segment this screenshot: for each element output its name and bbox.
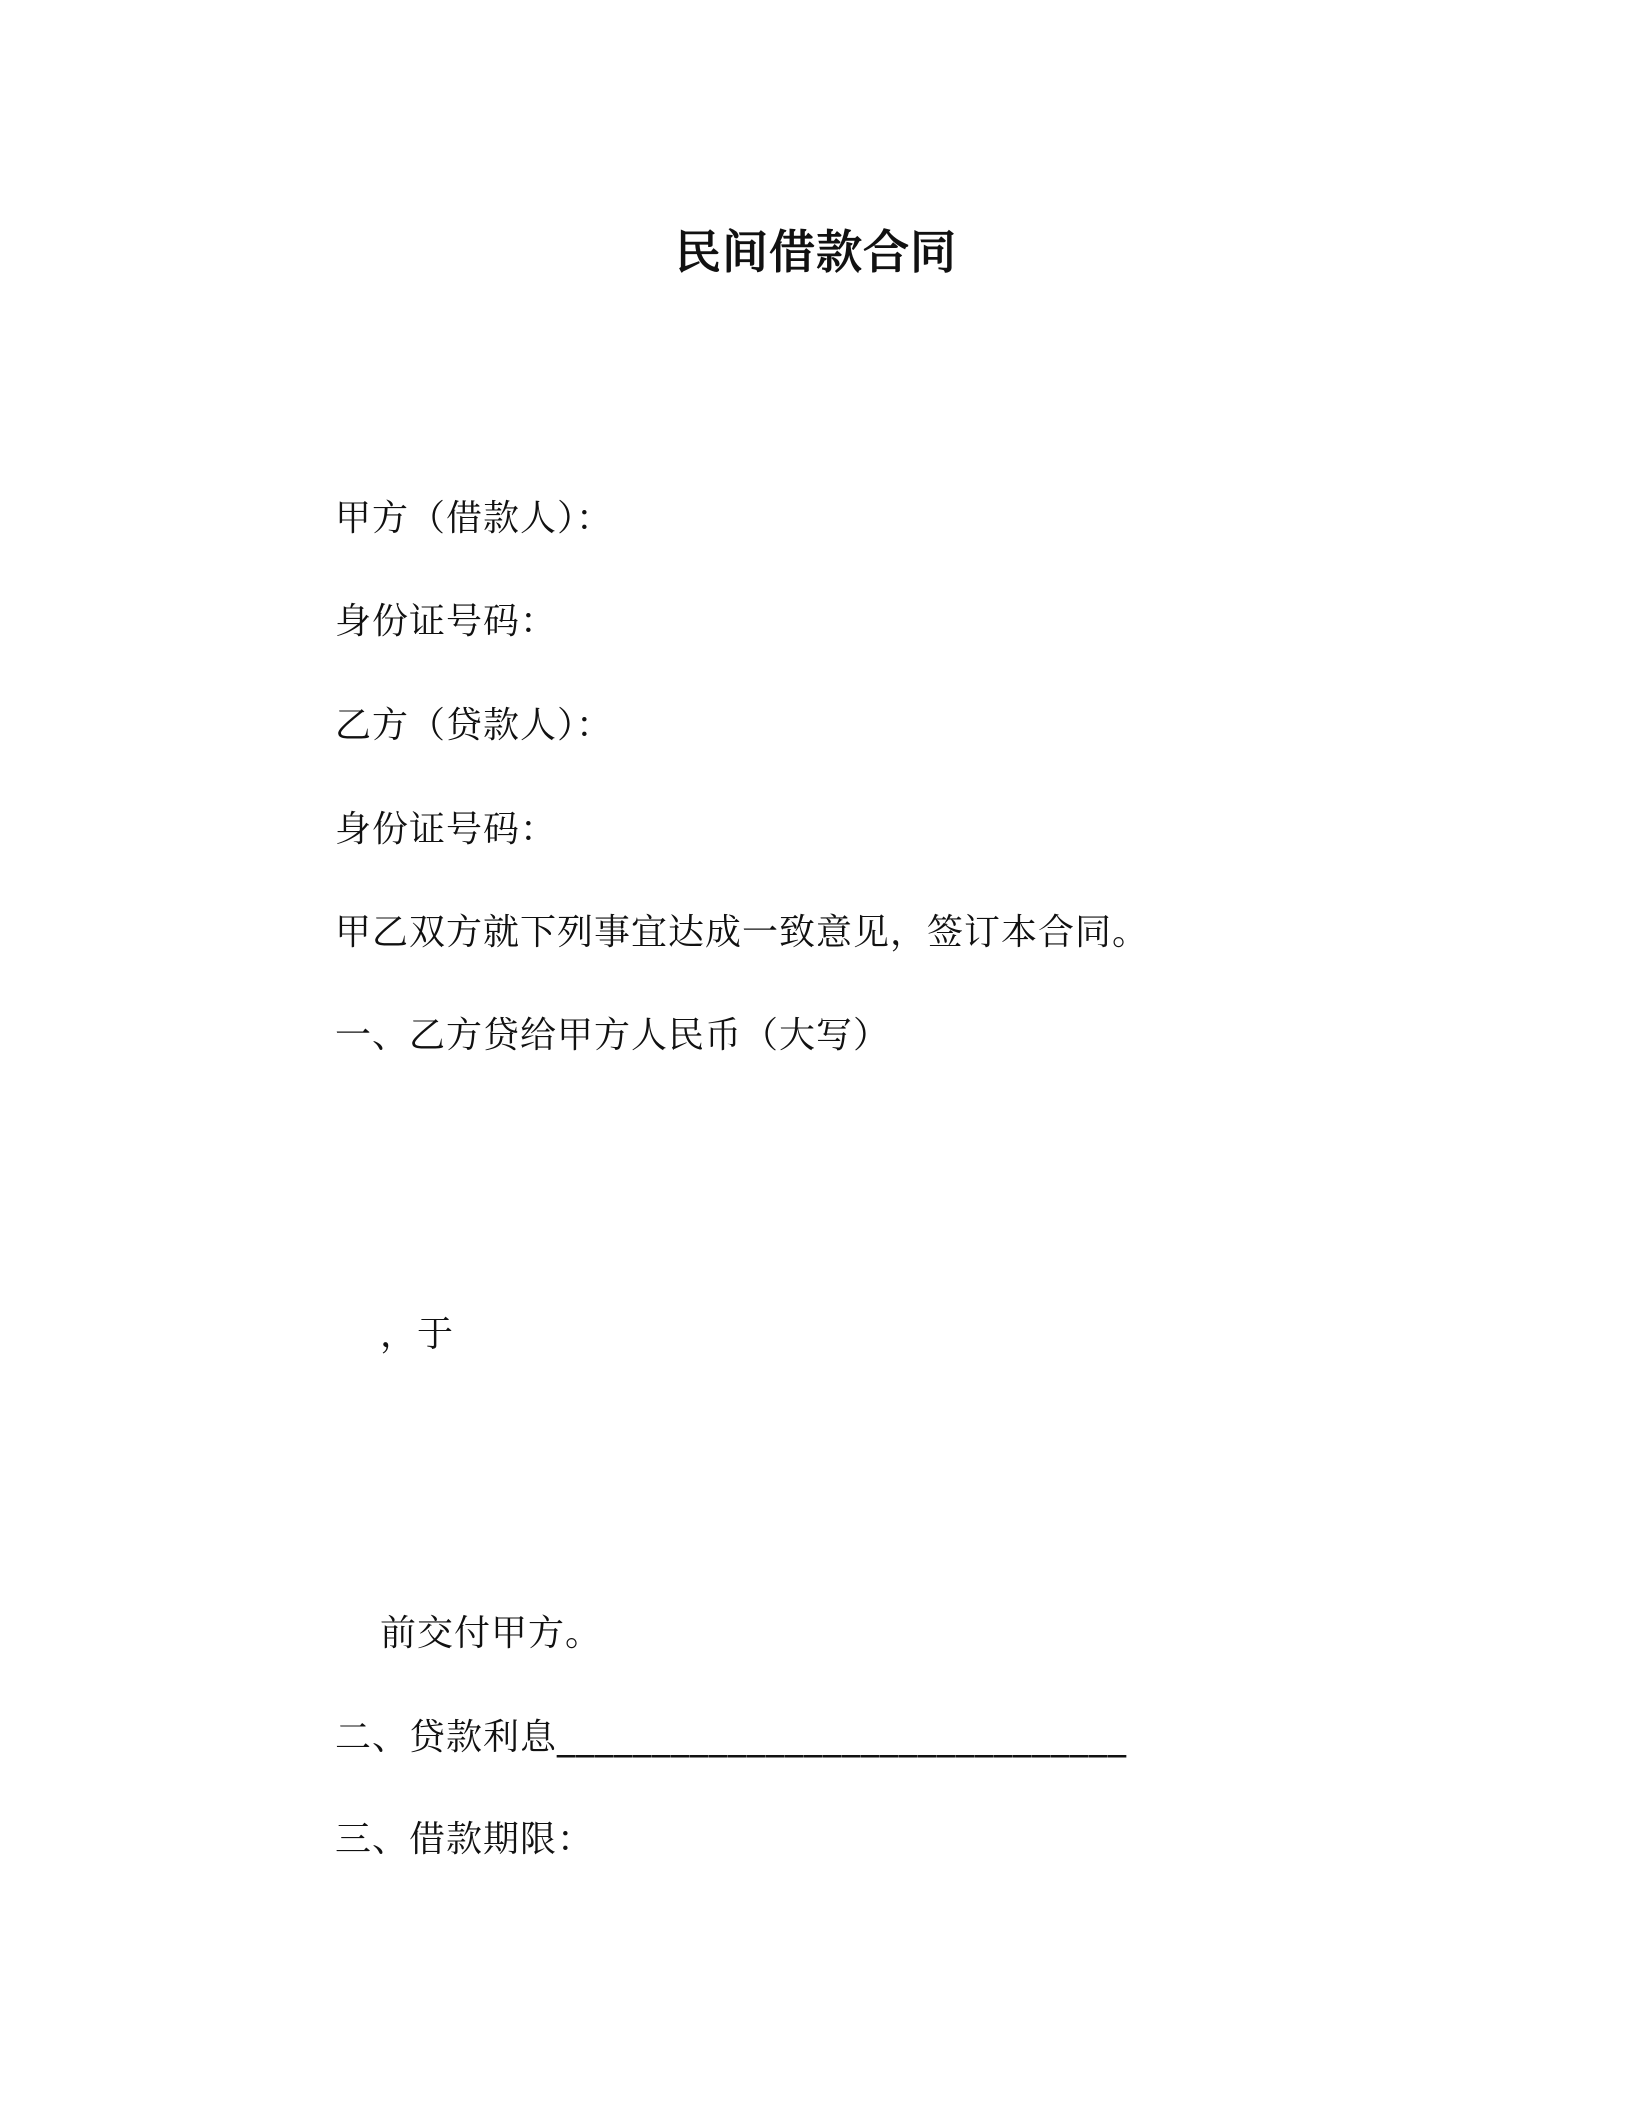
agreement-statement: 甲乙双方就下列事宜达成一致意见，签订本合同。 bbox=[335, 912, 1150, 953]
clause-three-term: 三、借款期限： bbox=[335, 1819, 595, 1860]
clause-one-delivery: 前交付甲方。 bbox=[380, 1613, 603, 1654]
clause-one-continuation: ，于 bbox=[380, 1314, 455, 1355]
party-a-borrower-line: 甲方（借款人）： bbox=[335, 498, 614, 539]
party-a-id-line: 身份证号码： bbox=[335, 601, 558, 642]
clause-two-interest: 二、贷款利息______________________________ bbox=[335, 1717, 1128, 1758]
clause-one-heading: 一、乙方贷给甲方人民币（大写） bbox=[335, 1015, 891, 1056]
party-b-id-line: 身份证号码： bbox=[335, 809, 558, 850]
party-b-lender-line: 乙方（贷款人）： bbox=[335, 705, 614, 746]
document-title: 民间借款合同 bbox=[675, 225, 957, 279]
